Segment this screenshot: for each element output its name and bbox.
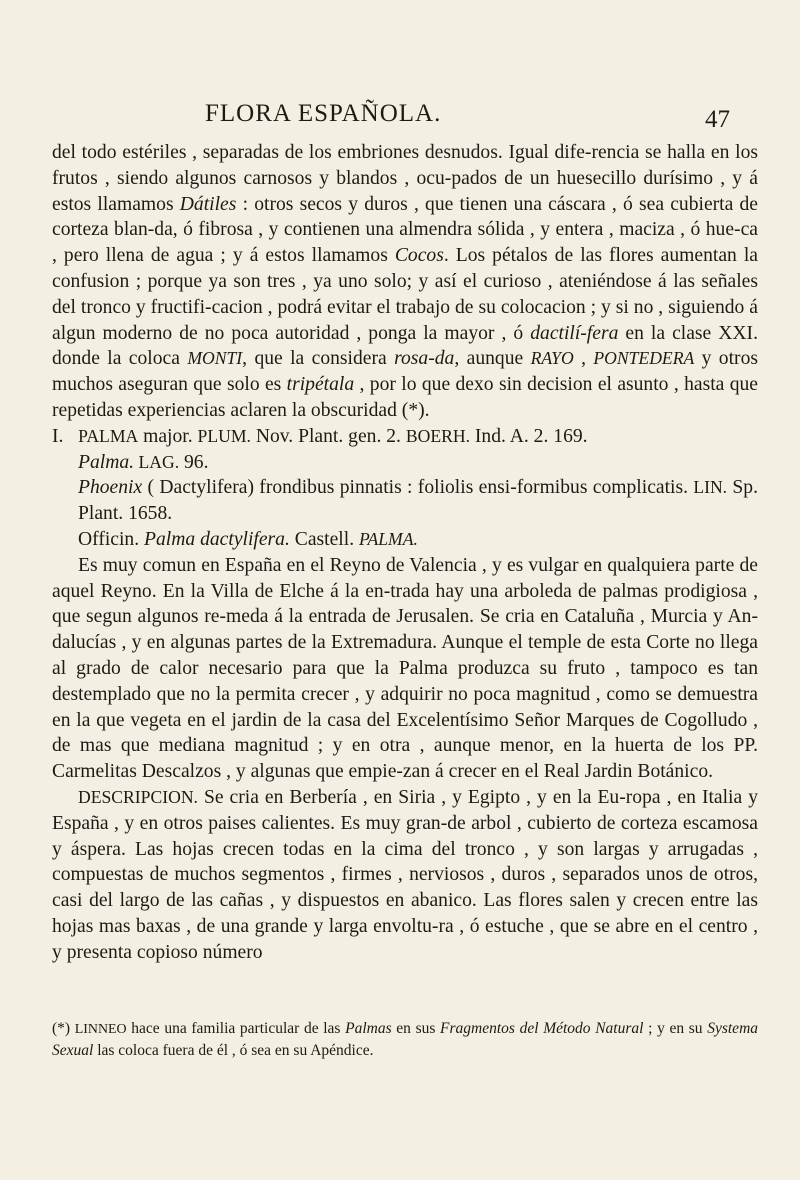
species-entry: [52, 424, 758, 553]
section-label: DESCRIPCION.: [78, 786, 198, 807]
entry-line-synonym: Palma. LAG. 96.: [78, 451, 209, 473]
footnote: (*) LINNEO hace una familia particular de las Palmas en sus Fragmentos del Método Natural ; y en su Systema Sexual las coloca fuera de él , ó sea en su Apéndice.: [52, 1020, 759, 1059]
page-header: [0, 92, 800, 132]
paragraph-habitat: Es muy comun en España en el Reyno de Valencia , y es vulgar en qualquiera parte de aquel Reyno. En la Villa de Elche á la en-trada hay una arboleda de palmas prodigiosa , que segun algunos re-meda á la entrada de Jerusalen. Se cria en Cataluña , Murcia y An-dalucías , y en algunas partes de la Extremadura. Aunque el temple de esta Corte no llega al grado de calor necesario para que la Palma produzca su fruto , tampoco es tan destemplado que no la permita crecer , y adquirir no poca magnitud , como se demuestra en la que vegeta en el jardin de la casa del Excelentísimo Señor Marques de Cogolludo , de mas que mediana magnitud ; y en otra , aunque menor, en la huerta de los PP. Carmelitas Descalzos , y algunas que empie-zan á crecer en el Real Jardin Botánico.: [52, 554, 758, 783]
paragraph-continuation: del todo estériles , separadas de los embriones desnudos. Igual dife-rencia se halla en los frutos , siendo algunos carnosos y blandos , ocu-pados de un huesecillo durísimo , y á estos llamamos Dátiles : otros secos y duros , que tienen una cáscara , ó sea cubierta de corteza blan-da, ó fibrosa , y contienen una almendra sólida , y entera , maciza , ó hue-ca , pero llena de agua ; y á estos llamamos Cocos. Los pétalos de las flores aumentan la confusion ; porque ya son tres , ya uno solo; y así el curioso , ateniéndose á las señales del tronco y fructifi-cacion , podrá evitar el trabajo de su colocacion ; y si no , siguiendo á algun moderno de no poca autoridad , ponga la mayor , ó dactilí-fera en la clase XXI. donde la coloca MONTI, que la considera rosa-da, aunque RAYO , PONTEDERA y otros muchos aseguran que solo es tripétala , por lo que dexo sin decision el asunto , hasta que repetidas experiencias aclaren la obscuridad (*).: [52, 142, 758, 421]
paragraph-description: DESCRIPCION. Se cria en Berbería , en Siria , y Egipto , y en la Eu-ropa , en Italia y España , y en otros paises calientes. Es muy gran-de arbol , cubierto de corteza escamosa y áspera. Las hojas crecen todas en la cima del tronco , y son largas y arrugadas , compuestas de muchos segmentos , firmes , nerviosos , duros , separados unos de otros, casi del largo de las cañas , y dispuestos en abanico. Las flores salen y crecen entre las hojas mas baxas , de una grande y larga envoltu-ra , ó estuche , que se abre en el centro , y presenta copioso número: [52, 786, 758, 963]
main-text: [52, 140, 758, 966]
entry-line-officinal: Officin. Palma dactylifera. Castell. PALMA.: [78, 528, 418, 550]
entry-line-primary: I. PALMA major. PLUM. Nov. Plant. gen. 2. BOERH. Ind. A. 2. 169.: [52, 425, 588, 447]
entry-line-linnaeus: Phoenix ( Dactylifera) frondibus pinnatis : foliolis ensi-formibus complicatis. LIN. Sp. Plant. 1658.: [78, 477, 758, 525]
page-number: 47: [705, 106, 730, 133]
running-title: FLORA ESPAÑOLA.: [205, 100, 442, 127]
